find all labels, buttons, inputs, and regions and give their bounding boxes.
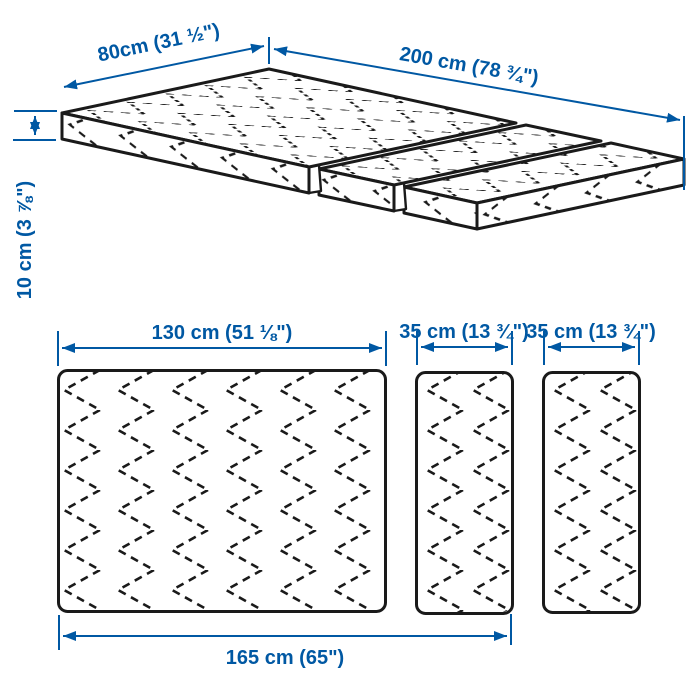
flat-right-quilting — [545, 374, 638, 611]
flat-view — [58, 321, 656, 669]
main-dim-label: 130 cm (51 ⅛") — [151, 322, 293, 344]
extended-dim-label: 165 cm (65") — [225, 647, 345, 669]
right-dim-label: 35 cm (13 ¾") — [526, 321, 656, 343]
dimension-extended-165 — [59, 614, 511, 669]
middle-section-end-sliver — [394, 183, 406, 211]
dimension-main-130 — [58, 322, 386, 366]
length-dimension-label: 200 cm (78 ¾") — [397, 43, 541, 90]
width-dimension-label: 80cm (31 ½") — [95, 19, 222, 67]
flat-middle-section — [417, 373, 513, 614]
dimension-middle-35 — [399, 321, 529, 365]
flat-middle-quilting — [418, 374, 511, 612]
main-section-end-sliver — [309, 165, 321, 193]
middle-dim-label: 35 cm (13 ¾") — [399, 321, 529, 343]
flat-main-section — [59, 371, 386, 612]
perspective-view — [13, 20, 684, 300]
flat-right-section — [544, 373, 640, 613]
dimension-height-10 — [13, 111, 57, 299]
flat-main-quilting — [60, 372, 384, 610]
dimension-right-35 — [526, 321, 656, 365]
height-dimension-label: 10 cm (3 ⅞") — [14, 180, 36, 300]
